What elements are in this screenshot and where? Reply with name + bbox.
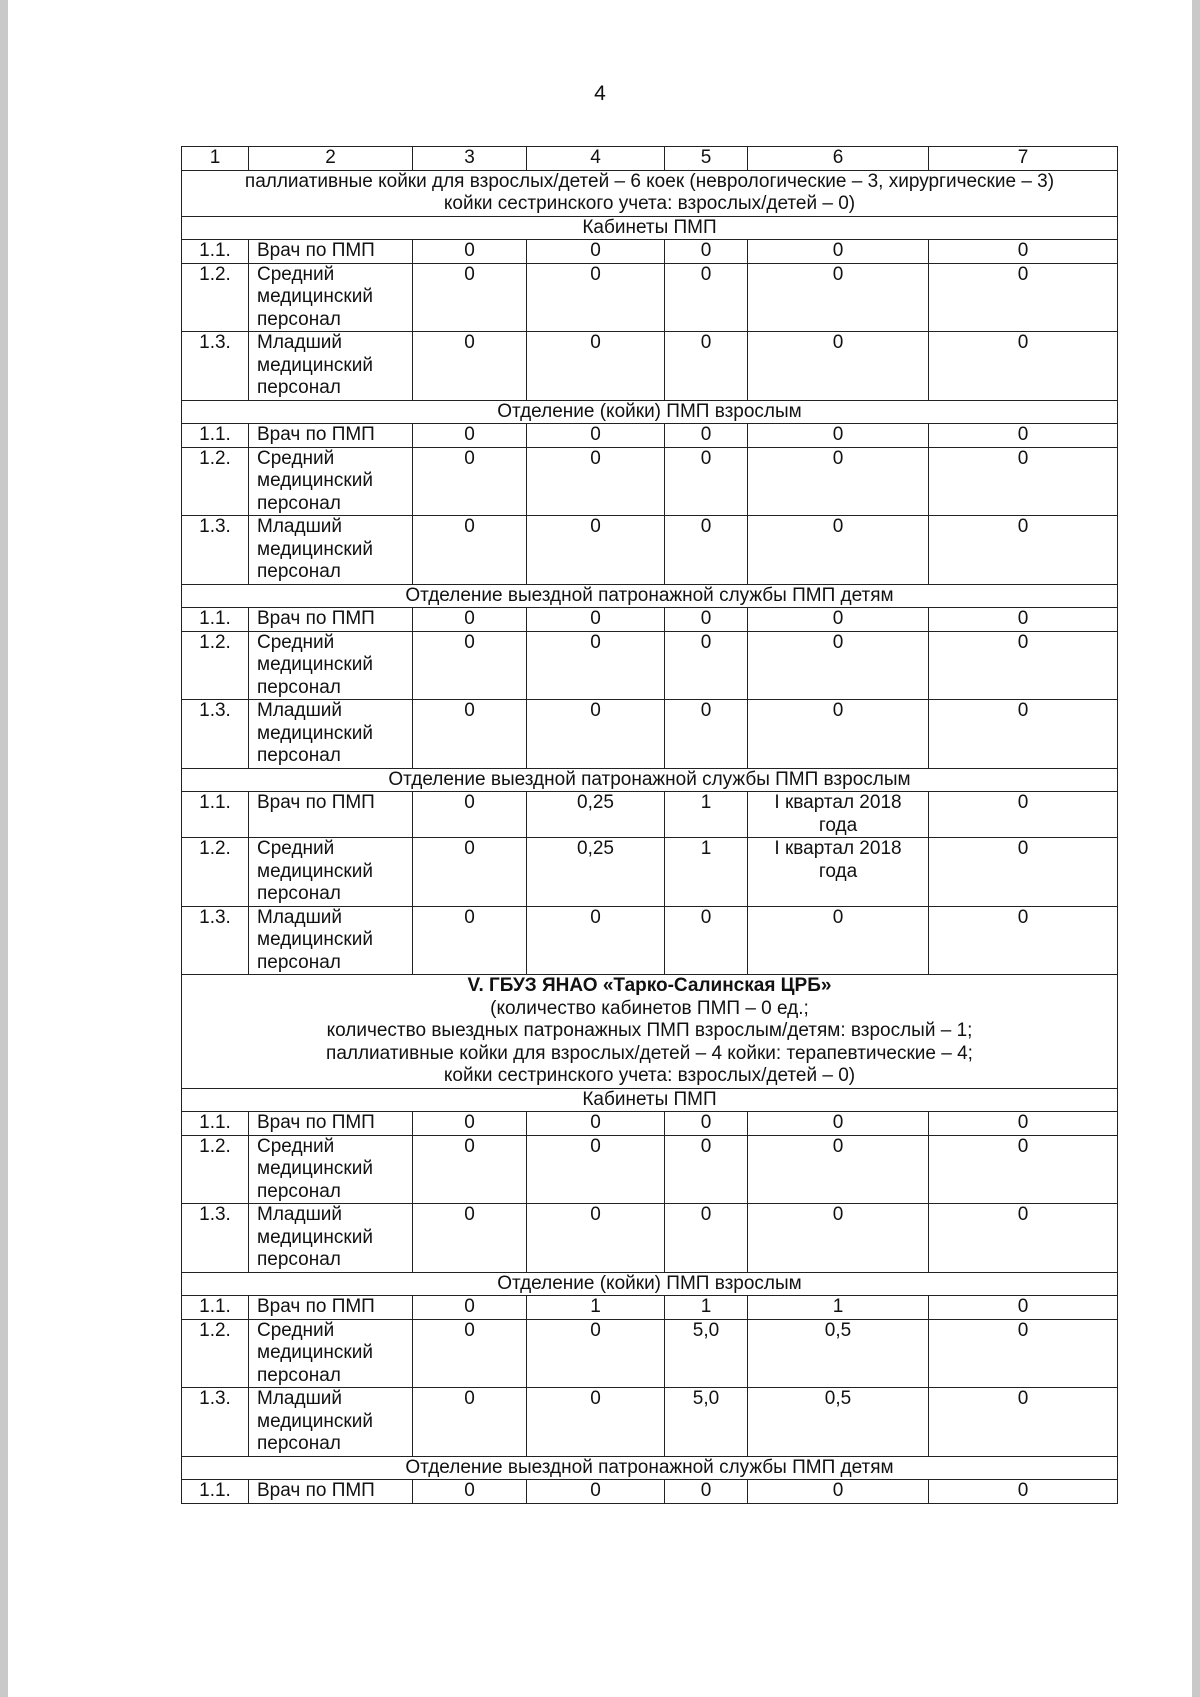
role-name: Врач по ПМП xyxy=(249,608,413,632)
role-name: Средний медицинский персонал xyxy=(249,1319,413,1388)
role-name: Младший медицинский персонал xyxy=(249,1388,413,1457)
cell-col3: 0 xyxy=(413,906,527,975)
cell-col4: 0 xyxy=(527,1112,665,1136)
cell-col3: 0 xyxy=(413,1112,527,1136)
cell-col7: 0 xyxy=(929,447,1118,516)
table-row xyxy=(182,1480,1118,1504)
table-row xyxy=(182,516,1118,585)
column-number-7: 7 xyxy=(929,147,1118,171)
table-row xyxy=(182,906,1118,975)
cell-col5: 0 xyxy=(665,263,748,332)
cell-col6: 0 xyxy=(748,700,929,769)
cell-col6: 0 xyxy=(748,608,929,632)
table-row xyxy=(182,1319,1118,1388)
cell-col7: 0 xyxy=(929,631,1118,700)
institution-note-line: паллиативные койки для взрослых/детей – 4 койки: терапевтические – 4; xyxy=(326,1042,973,1064)
cell-col7: 0 xyxy=(929,838,1118,907)
table-row xyxy=(182,263,1118,332)
cell-col7: 0 xyxy=(929,608,1118,632)
section-title: Отделение выездной патронажной службы ПМП детям xyxy=(182,1456,1118,1480)
cell-col5: 0 xyxy=(665,1135,748,1204)
role-name: Врач по ПМП xyxy=(249,1480,413,1504)
column-number-1: 1 xyxy=(182,147,249,171)
cell-col5: 0 xyxy=(665,447,748,516)
cell-col3: 0 xyxy=(413,1480,527,1504)
cell-col7: 0 xyxy=(929,424,1118,448)
cell-col4: 0,25 xyxy=(527,792,665,838)
cell-col3: 0 xyxy=(413,1319,527,1388)
row-number: 1.1. xyxy=(182,608,249,632)
scan-edge-right xyxy=(1192,0,1200,1697)
role-name: Младший медицинский персонал xyxy=(249,516,413,585)
cell-col6: 0 xyxy=(748,424,929,448)
cell-col6: 0 xyxy=(748,332,929,401)
cell-col5: 0 xyxy=(665,516,748,585)
cell-col7: 0 xyxy=(929,700,1118,769)
table-row xyxy=(182,838,1118,907)
role-name: Врач по ПМП xyxy=(249,1112,413,1136)
cell-col4: 0 xyxy=(527,263,665,332)
column-number-5: 5 xyxy=(665,147,748,171)
cell-col6: 0 xyxy=(748,1112,929,1136)
cell-col7: 0 xyxy=(929,792,1118,838)
table-row xyxy=(182,1204,1118,1273)
table-row xyxy=(182,1388,1118,1457)
section-title-row xyxy=(182,1456,1118,1480)
cell-col7: 0 xyxy=(929,516,1118,585)
cell-col6: I квартал 2018 года xyxy=(748,792,929,838)
section-title: Отделение (койки) ПМП взрослым xyxy=(182,1272,1118,1296)
institution-note-line: количество выездных патронажных ПМП взрослым/детям: взрослый – 1; xyxy=(326,1020,973,1041)
institution-note-line: койки сестринского учета: взрослых/детей – 0) xyxy=(443,1065,856,1086)
cell-col7: 0 xyxy=(929,906,1118,975)
section-title-row xyxy=(182,584,1118,608)
cell-col6: 0,5 xyxy=(748,1319,929,1388)
cell-col4: 0 xyxy=(527,1388,665,1457)
cell-col6: 0 xyxy=(748,906,929,975)
section-title: Кабинеты ПМП xyxy=(182,1088,1118,1112)
role-name: Врач по ПМП xyxy=(249,240,413,264)
cell-col6: 0 xyxy=(748,263,929,332)
section-title-row xyxy=(182,400,1118,424)
cell-col4: 0 xyxy=(527,1204,665,1273)
section-title-row xyxy=(182,216,1118,240)
cell-col3: 0 xyxy=(413,1388,527,1457)
cell-col4: 0 xyxy=(527,631,665,700)
cell-col6: 0 xyxy=(748,1204,929,1273)
cell-col6: 1 xyxy=(748,1296,929,1320)
role-name: Средний медицинский персонал xyxy=(249,447,413,516)
column-number-3: 3 xyxy=(413,147,527,171)
cell-col6: I квартал 2018 года xyxy=(748,838,929,907)
cell-col5: 0 xyxy=(665,332,748,401)
section-title-row xyxy=(182,1272,1118,1296)
role-name: Врач по ПМП xyxy=(249,792,413,838)
cell-col7: 0 xyxy=(929,1112,1118,1136)
row-number: 1.1. xyxy=(182,240,249,264)
cell-col4: 0 xyxy=(527,240,665,264)
cell-col3: 0 xyxy=(413,792,527,838)
cell-col7: 0 xyxy=(929,240,1118,264)
table-row xyxy=(182,424,1118,448)
cell-col3: 0 xyxy=(413,332,527,401)
cell-col4: 0 xyxy=(527,906,665,975)
cell-col4: 0 xyxy=(527,424,665,448)
institution-header-row xyxy=(182,170,1118,216)
cell-col7: 0 xyxy=(929,263,1118,332)
row-number: 1.3. xyxy=(182,700,249,769)
cell-col5: 5,0 xyxy=(665,1319,748,1388)
institution-note-line: паллиативные койки для взрослых/детей – 6 коек (неврологические – 3, хирургические – 3) xyxy=(244,170,1055,192)
table-row xyxy=(182,1135,1118,1204)
cell-col5: 0 xyxy=(665,1480,748,1504)
role-name: Средний медицинский персонал xyxy=(249,1135,413,1204)
table-row xyxy=(182,447,1118,516)
section-title: Кабинеты ПМП xyxy=(182,216,1118,240)
section-title: Отделение (койки) ПМП взрослым xyxy=(182,400,1118,424)
row-number: 1.2. xyxy=(182,631,249,700)
cell-col6: 0 xyxy=(748,1480,929,1504)
row-number: 1.3. xyxy=(182,1388,249,1457)
cell-col5: 0 xyxy=(665,240,748,264)
cell-col6: 0 xyxy=(748,631,929,700)
cell-col6: 0 xyxy=(748,1135,929,1204)
staffing-table xyxy=(181,146,1118,1504)
cell-col4: 0 xyxy=(527,447,665,516)
cell-col5: 1 xyxy=(665,838,748,907)
scan-edge-left xyxy=(0,0,8,1697)
institution-header-row xyxy=(182,975,1118,1089)
cell-col3: 0 xyxy=(413,1296,527,1320)
table-row xyxy=(182,792,1118,838)
cell-col5: 0 xyxy=(665,1112,748,1136)
cell-col4: 0 xyxy=(527,332,665,401)
section-title: Отделение выездной патронажной службы ПМП взрослым xyxy=(182,768,1118,792)
role-name: Врач по ПМП xyxy=(249,1296,413,1320)
cell-col3: 0 xyxy=(413,700,527,769)
column-number-row xyxy=(182,147,1118,171)
table-row xyxy=(182,1296,1118,1320)
column-number-2: 2 xyxy=(249,147,413,171)
cell-col7: 0 xyxy=(929,332,1118,401)
cell-col5: 0 xyxy=(665,424,748,448)
cell-col3: 0 xyxy=(413,608,527,632)
row-number: 1.3. xyxy=(182,1204,249,1273)
cell-col4: 0,25 xyxy=(527,838,665,907)
section-title-row xyxy=(182,1088,1118,1112)
row-number: 1.1. xyxy=(182,1480,249,1504)
cell-col3: 0 xyxy=(413,240,527,264)
column-number-6: 6 xyxy=(748,147,929,171)
row-number: 1.2. xyxy=(182,1319,249,1388)
cell-col7: 0 xyxy=(929,1319,1118,1388)
table-row xyxy=(182,332,1118,401)
role-name: Средний медицинский персонал xyxy=(249,631,413,700)
institution-header xyxy=(182,170,1118,216)
row-number: 1.2. xyxy=(182,447,249,516)
cell-col4: 0 xyxy=(527,700,665,769)
column-number-4: 4 xyxy=(527,147,665,171)
row-number: 1.3. xyxy=(182,332,249,401)
cell-col5: 0 xyxy=(665,700,748,769)
cell-col7: 0 xyxy=(929,1480,1118,1504)
cell-col3: 0 xyxy=(413,631,527,700)
cell-col5: 1 xyxy=(665,1296,748,1320)
table-row xyxy=(182,631,1118,700)
page-number: 4 xyxy=(594,82,606,105)
role-name: Врач по ПМП xyxy=(249,424,413,448)
row-number: 1.1. xyxy=(182,792,249,838)
row-number: 1.3. xyxy=(182,516,249,585)
cell-col5: 5,0 xyxy=(665,1388,748,1457)
cell-col7: 0 xyxy=(929,1204,1118,1273)
role-name: Младший медицинский персонал xyxy=(249,332,413,401)
cell-col4: 0 xyxy=(527,1480,665,1504)
table-row xyxy=(182,700,1118,769)
table-row xyxy=(182,608,1118,632)
cell-col7: 0 xyxy=(929,1388,1118,1457)
institution-header xyxy=(182,975,1118,1089)
section-title: Отделение выездной патронажной службы ПМП детям xyxy=(182,584,1118,608)
role-name: Средний медицинский персонал xyxy=(249,838,413,907)
row-number: 1.1. xyxy=(182,1296,249,1320)
cell-col5: 0 xyxy=(665,906,748,975)
role-name: Младший медицинский персонал xyxy=(249,700,413,769)
table-row xyxy=(182,1112,1118,1136)
institution-title: V. ГБУЗ ЯНАО «Тарко-Салинская ЦРБ» xyxy=(467,975,832,996)
cell-col3: 0 xyxy=(413,424,527,448)
cell-col5: 1 xyxy=(665,792,748,838)
cell-col6: 0 xyxy=(748,516,929,585)
institution-note-line: койки сестринского учета: взрослых/детей – 0) xyxy=(443,193,856,214)
cell-col7: 0 xyxy=(929,1296,1118,1320)
cell-col3: 0 xyxy=(413,516,527,585)
cell-col6: 0 xyxy=(748,240,929,264)
row-number: 1.3. xyxy=(182,906,249,975)
role-name: Младший медицинский персонал xyxy=(249,906,413,975)
cell-col4: 0 xyxy=(527,1135,665,1204)
cell-col3: 0 xyxy=(413,447,527,516)
cell-col3: 0 xyxy=(413,1204,527,1273)
cell-col6: 0,5 xyxy=(748,1388,929,1457)
cell-col4: 0 xyxy=(527,1319,665,1388)
row-number: 1.2. xyxy=(182,1135,249,1204)
role-name: Младший медицинский персонал xyxy=(249,1204,413,1273)
row-number: 1.2. xyxy=(182,263,249,332)
cell-col3: 0 xyxy=(413,1135,527,1204)
cell-col3: 0 xyxy=(413,838,527,907)
institution-note-line: (количество кабинетов ПМП – 0 ед.; xyxy=(490,997,809,1019)
cell-col5: 0 xyxy=(665,608,748,632)
cell-col5: 0 xyxy=(665,1204,748,1273)
row-number: 1.1. xyxy=(182,1112,249,1136)
row-number: 1.2. xyxy=(182,838,249,907)
cell-col3: 0 xyxy=(413,263,527,332)
role-name: Средний медицинский персонал xyxy=(249,263,413,332)
section-title-row xyxy=(182,768,1118,792)
cell-col5: 0 xyxy=(665,631,748,700)
cell-col6: 0 xyxy=(748,447,929,516)
row-number: 1.1. xyxy=(182,424,249,448)
cell-col7: 0 xyxy=(929,1135,1118,1204)
table-row xyxy=(182,240,1118,264)
cell-col4: 1 xyxy=(527,1296,665,1320)
cell-col4: 0 xyxy=(527,516,665,585)
table-body xyxy=(182,147,1118,1504)
cell-col4: 0 xyxy=(527,608,665,632)
